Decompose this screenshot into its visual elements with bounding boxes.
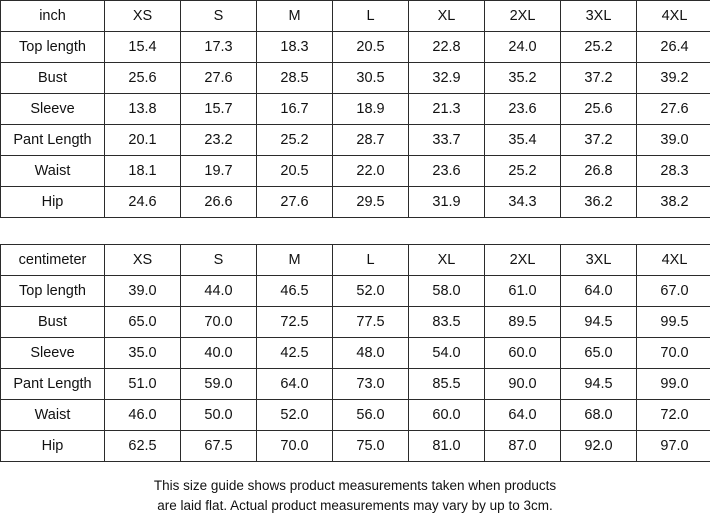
- column-header-xl: XL: [409, 245, 485, 276]
- cell-value: 92.0: [561, 431, 637, 462]
- cell-value: 67.0: [637, 276, 710, 307]
- cell-value: 90.0: [485, 369, 561, 400]
- cell-value: 89.5: [485, 307, 561, 338]
- cell-value: 28.3: [637, 156, 710, 187]
- row-label: Pant Length: [1, 369, 105, 400]
- cell-value: 28.5: [257, 63, 333, 94]
- cell-value: 83.5: [409, 307, 485, 338]
- unit-label-centimeter: centimeter: [1, 245, 105, 276]
- table-row: [1, 32, 710, 63]
- cell-value: 25.2: [561, 32, 637, 63]
- note-line-1: This size guide shows product measurements taken when products: [0, 476, 710, 496]
- column-header-2xl: 2XL: [485, 1, 561, 32]
- cell-value: 97.0: [637, 431, 710, 462]
- table-row: [1, 369, 710, 400]
- cell-value: 44.0: [181, 276, 257, 307]
- cell-value: 18.3: [257, 32, 333, 63]
- cell-value: 25.2: [257, 125, 333, 156]
- cell-value: 54.0: [409, 338, 485, 369]
- cell-value: 27.6: [181, 63, 257, 94]
- cell-value: 25.6: [561, 94, 637, 125]
- table-row: [1, 187, 710, 218]
- cell-value: 62.5: [105, 431, 181, 462]
- column-header-3xl: 3XL: [561, 1, 637, 32]
- size-table-inch: [0, 0, 710, 218]
- cell-value: 87.0: [485, 431, 561, 462]
- cell-value: 21.3: [409, 94, 485, 125]
- cell-value: 13.8: [105, 94, 181, 125]
- cell-value: 40.0: [181, 338, 257, 369]
- table-header-row: [1, 245, 710, 276]
- cell-value: 42.5: [257, 338, 333, 369]
- cell-value: 56.0: [333, 400, 409, 431]
- cell-value: 64.0: [561, 276, 637, 307]
- cell-value: 60.0: [409, 400, 485, 431]
- table-row: [1, 156, 710, 187]
- cell-value: 24.6: [105, 187, 181, 218]
- cell-value: 16.7: [257, 94, 333, 125]
- cell-value: 70.0: [181, 307, 257, 338]
- cell-value: 26.4: [637, 32, 710, 63]
- cell-value: 68.0: [561, 400, 637, 431]
- column-header-m: M: [257, 245, 333, 276]
- cell-value: 27.6: [637, 94, 710, 125]
- table-row: [1, 94, 710, 125]
- cell-value: 19.7: [181, 156, 257, 187]
- cell-value: 35.0: [105, 338, 181, 369]
- column-header-4xl: 4XL: [637, 245, 710, 276]
- cell-value: 20.5: [257, 156, 333, 187]
- column-header-2xl: 2XL: [485, 245, 561, 276]
- cell-value: 36.2: [561, 187, 637, 218]
- cell-value: 38.2: [637, 187, 710, 218]
- cell-value: 94.5: [561, 307, 637, 338]
- cell-value: 37.2: [561, 63, 637, 94]
- cell-value: 15.7: [181, 94, 257, 125]
- table-row: [1, 63, 710, 94]
- row-label: Sleeve: [1, 338, 105, 369]
- cell-value: 46.5: [257, 276, 333, 307]
- cell-value: 29.5: [333, 187, 409, 218]
- cell-value: 46.0: [105, 400, 181, 431]
- cell-value: 58.0: [409, 276, 485, 307]
- table-row: [1, 276, 710, 307]
- column-header-s: S: [181, 1, 257, 32]
- cell-value: 48.0: [333, 338, 409, 369]
- cell-value: 20.5: [333, 32, 409, 63]
- cell-value: 81.0: [409, 431, 485, 462]
- row-label: Hip: [1, 187, 105, 218]
- cell-value: 72.5: [257, 307, 333, 338]
- table-separator: [0, 218, 710, 244]
- cell-value: 23.6: [409, 156, 485, 187]
- cell-value: 31.9: [409, 187, 485, 218]
- column-header-s: S: [181, 245, 257, 276]
- table-row: [1, 307, 710, 338]
- column-header-3xl: 3XL: [561, 245, 637, 276]
- cell-value: 52.0: [257, 400, 333, 431]
- cell-value: 17.3: [181, 32, 257, 63]
- cell-value: 59.0: [181, 369, 257, 400]
- cell-value: 26.6: [181, 187, 257, 218]
- table-row: [1, 400, 710, 431]
- size-table-centimeter: [0, 244, 710, 462]
- cell-value: 32.9: [409, 63, 485, 94]
- cell-value: 33.7: [409, 125, 485, 156]
- row-label: Waist: [1, 400, 105, 431]
- table-row: [1, 431, 710, 462]
- cell-value: 34.3: [485, 187, 561, 218]
- cell-value: 70.0: [257, 431, 333, 462]
- cell-value: 94.5: [561, 369, 637, 400]
- column-header-l: L: [333, 1, 409, 32]
- cell-value: 25.2: [485, 156, 561, 187]
- cell-value: 52.0: [333, 276, 409, 307]
- column-header-m: M: [257, 1, 333, 32]
- cell-value: 77.5: [333, 307, 409, 338]
- cell-value: 50.0: [181, 400, 257, 431]
- cell-value: 15.4: [105, 32, 181, 63]
- cell-value: 73.0: [333, 369, 409, 400]
- cell-value: 75.0: [333, 431, 409, 462]
- cell-value: 23.6: [485, 94, 561, 125]
- cell-value: 61.0: [485, 276, 561, 307]
- row-label: Pant Length: [1, 125, 105, 156]
- cell-value: 20.1: [105, 125, 181, 156]
- cell-value: 37.2: [561, 125, 637, 156]
- unit-label-inch: inch: [1, 1, 105, 32]
- row-label: Top length: [1, 276, 105, 307]
- row-label: Sleeve: [1, 94, 105, 125]
- cell-value: 27.6: [257, 187, 333, 218]
- table-header-row: [1, 1, 710, 32]
- table-row: [1, 338, 710, 369]
- cell-value: 67.5: [181, 431, 257, 462]
- cell-value: 23.2: [181, 125, 257, 156]
- row-label: Waist: [1, 156, 105, 187]
- cell-value: 65.0: [105, 307, 181, 338]
- cell-value: 35.4: [485, 125, 561, 156]
- cell-value: 18.9: [333, 94, 409, 125]
- table-row: [1, 125, 710, 156]
- cell-value: 30.5: [333, 63, 409, 94]
- cell-value: 99.5: [637, 307, 710, 338]
- cell-value: 85.5: [409, 369, 485, 400]
- row-label: Bust: [1, 307, 105, 338]
- column-header-xs: XS: [105, 245, 181, 276]
- cell-value: 60.0: [485, 338, 561, 369]
- cell-value: 26.8: [561, 156, 637, 187]
- cell-value: 22.8: [409, 32, 485, 63]
- cell-value: 70.0: [637, 338, 710, 369]
- cell-value: 28.7: [333, 125, 409, 156]
- cell-value: 24.0: [485, 32, 561, 63]
- column-header-xs: XS: [105, 1, 181, 32]
- cell-value: 25.6: [105, 63, 181, 94]
- row-label: Top length: [1, 32, 105, 63]
- cell-value: 39.2: [637, 63, 710, 94]
- cell-value: 64.0: [485, 400, 561, 431]
- cell-value: 99.0: [637, 369, 710, 400]
- row-label: Hip: [1, 431, 105, 462]
- column-header-l: L: [333, 245, 409, 276]
- note-line-2: are laid flat. Actual product measurements may vary by up to 3cm.: [0, 496, 710, 516]
- cell-value: 18.1: [105, 156, 181, 187]
- cell-value: 64.0: [257, 369, 333, 400]
- cell-value: 72.0: [637, 400, 710, 431]
- cell-value: 51.0: [105, 369, 181, 400]
- cell-value: 65.0: [561, 338, 637, 369]
- column-header-4xl: 4XL: [637, 1, 710, 32]
- cell-value: 39.0: [637, 125, 710, 156]
- cell-value: 35.2: [485, 63, 561, 94]
- row-label: Bust: [1, 63, 105, 94]
- cell-value: 39.0: [105, 276, 181, 307]
- column-header-xl: XL: [409, 1, 485, 32]
- cell-value: 22.0: [333, 156, 409, 187]
